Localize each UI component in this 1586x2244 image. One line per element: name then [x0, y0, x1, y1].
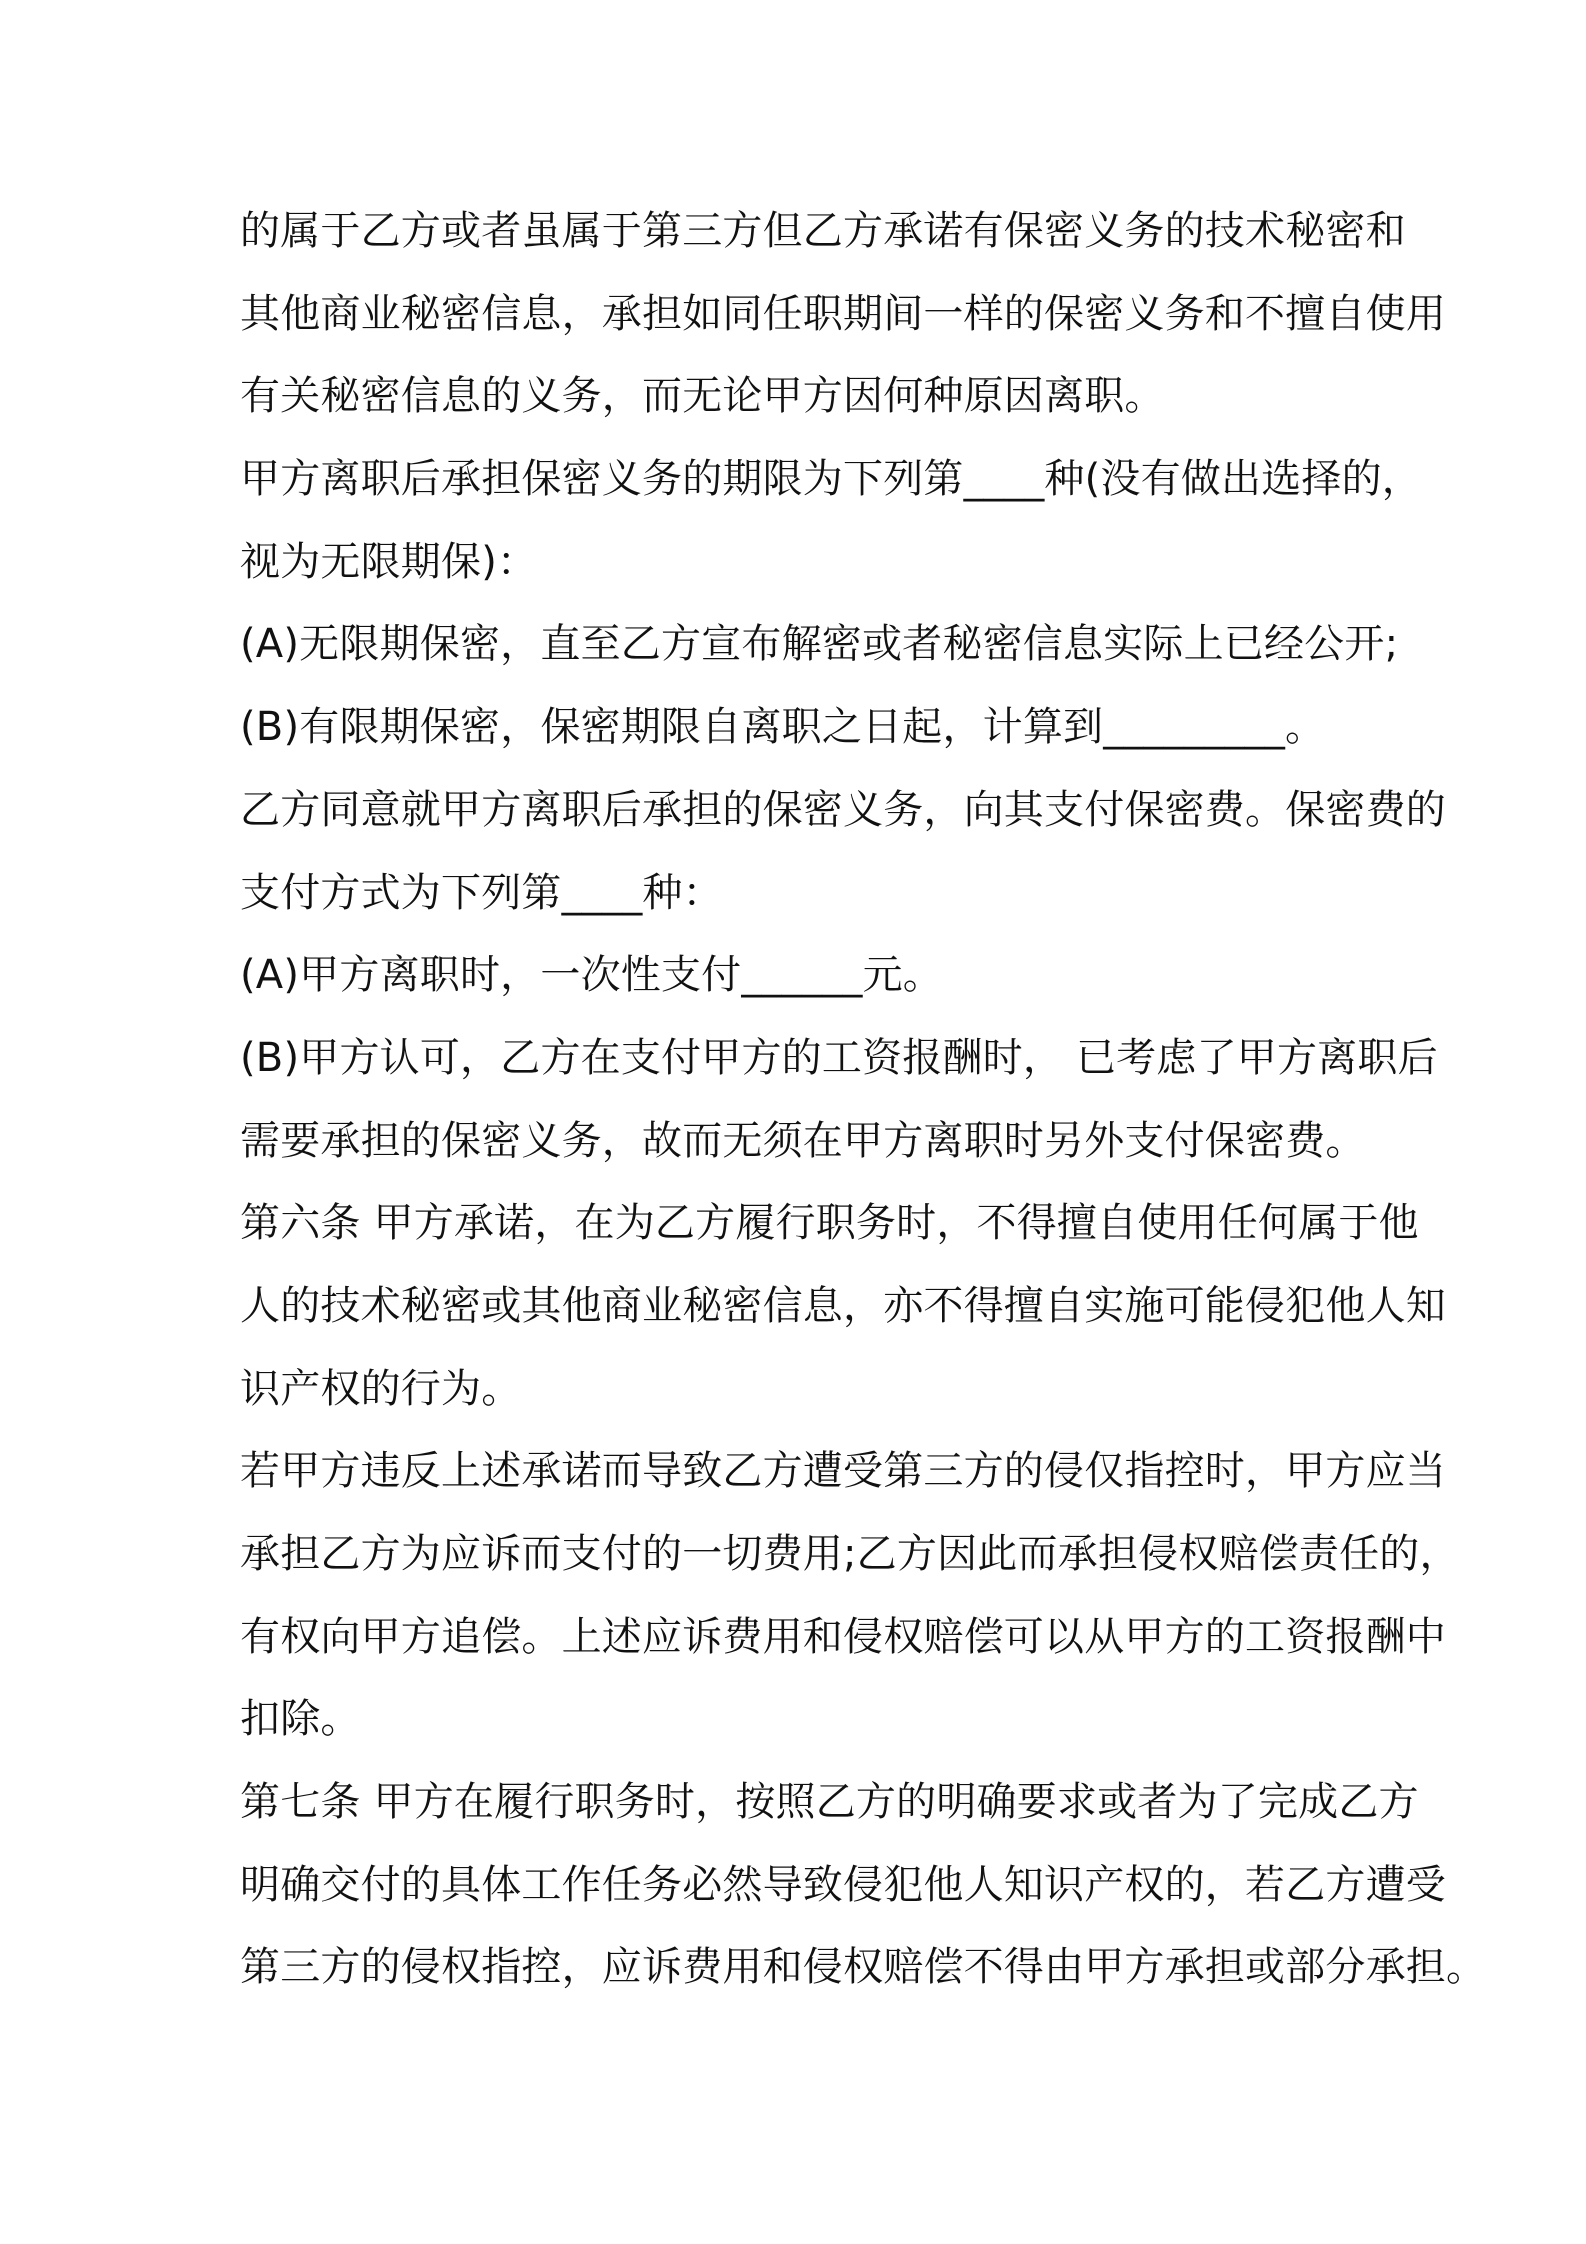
text-line: (A)无限期保密，直至乙方宣布解密或者秘密信息实际上已经公开; — [240, 621, 1399, 668]
text-line: 第七条 甲方在履行职务时，按照乙方的明确要求或者为了完成乙方 — [240, 1779, 1419, 1826]
text-line: 支付方式为下列第____种： — [240, 869, 723, 916]
text-line: 视为无限期保)： — [240, 538, 538, 585]
document-body — [240, 190, 1487, 2009]
text-line: 承担乙方为应诉而支付的一切费用;乙方因此而承担侵权赔偿责任的， — [240, 1531, 1460, 1577]
text-line: 明确交付的具体工作任务必然导致侵犯他人知识产权的，若乙方遭受 — [240, 1861, 1446, 1908]
text-line: 识产权的行为。 — [240, 1365, 522, 1412]
text-line: (B)有限期保密，保密期限自离职之日起，计算到_________。 — [240, 704, 1326, 751]
text-line: 需要承担的保密义务，故而无须在甲方离职时另外支付保密费。 — [240, 1117, 1366, 1164]
text-line: 扣除。 — [240, 1696, 361, 1743]
text-line: 第三方的侵权指控，应诉费用和侵权赔偿不得由甲方承担或部分承担。 — [240, 1944, 1487, 1991]
text-line: 其他商业秘密信息，承担如同任职期间一样的保密义务和不擅自使用 — [240, 290, 1446, 337]
text-line: 甲方离职后承担保密义务的期限为下列第____种(没有做出选择的， — [240, 456, 1423, 503]
text-line: (B)甲方认可，乙方在支付甲方的工资报酬时， 已考虑了甲方离职后 — [240, 1034, 1438, 1081]
text-line: 若甲方违反上述承诺而导致乙方遭受第三方的侵仅指控时，甲方应当 — [240, 1448, 1446, 1495]
text-line: 有关秘密信息的义务，而无论甲方因何种原因离职。 — [240, 373, 1165, 420]
text-line: 第六条 甲方承诺，在为乙方履行职务时，不得擅自使用任何属于他 — [240, 1200, 1419, 1247]
text-line: 的属于乙方或者虽属于第三方但乙方承诺有保密义务的技术秘密和 — [240, 208, 1406, 254]
text-line: 有权向甲方追偿。上述应诉费用和侵权赔偿可以从甲方的工资报酬中 — [240, 1613, 1446, 1660]
text-line: 人的技术秘密或其他商业秘密信息，亦不得擅自实施可能侵犯他人知 — [240, 1282, 1446, 1329]
text-line: (A)甲方离职时，一次性支付______元。 — [240, 952, 943, 999]
text-line: 乙方同意就甲方离职后承担的保密义务，向其支付保密费。保密费的 — [240, 786, 1446, 833]
